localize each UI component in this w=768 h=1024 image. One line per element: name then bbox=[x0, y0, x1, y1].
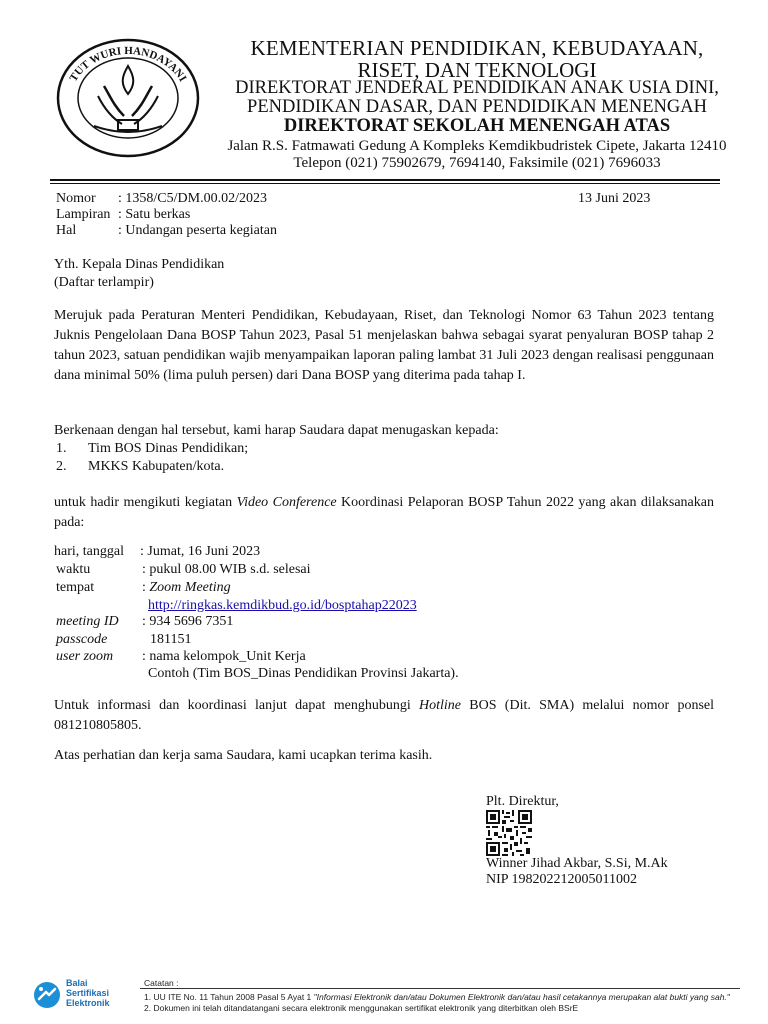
recipient-line2: (Daftar terlampir) bbox=[54, 275, 154, 290]
footer-note-2: 2. Dokumen ini telah ditandatangani secara elektronik menggunakan sertifikat elektronik yang diterbitkan oleh BSrE bbox=[144, 1003, 579, 1013]
signatory-title: Plt. Direktur, bbox=[486, 794, 559, 809]
footer-catatan: Catatan : bbox=[144, 978, 179, 988]
letterhead-phone: Telepon (021) 75902679, 7694140, Faksimile (021) 7696033 bbox=[293, 155, 661, 171]
body-paragraph-4 bbox=[54, 696, 714, 736]
para3-italic: Video Conference bbox=[236, 495, 337, 510]
passcode-label: passcode bbox=[56, 632, 108, 647]
ministry-name-line1: KEMENTERIAN PENDIDIKAN, KEBUDAYAAN, bbox=[250, 36, 704, 60]
lampiran-value: : Satu berkas bbox=[118, 207, 191, 222]
list-item: Tim BOS Dinas Pendidikan; bbox=[88, 441, 249, 456]
passcode-value: 181151 bbox=[150, 632, 192, 647]
hal-label: Hal bbox=[56, 223, 77, 238]
list-item: MKKS Kabupaten/kota. bbox=[88, 459, 225, 474]
letterhead-address: Jalan R.S. Fatmawati Gedung A Kompleks Kemdikbudristek Cipete, Jakarta 12410 bbox=[227, 138, 727, 154]
zoom-meeting-link[interactable]: http://ringkas.kemdikbud.go.id/bosptahap22023 bbox=[148, 598, 417, 613]
note1-text: 1. UU ITE No. 11 Tahun 2008 Pasal 5 Ayat 1 bbox=[144, 992, 314, 1002]
footer-note-1 bbox=[144, 992, 730, 1002]
nomor-value: : 1358/C5/DM.00.02/2023 bbox=[118, 191, 267, 206]
body-paragraph-5: Atas perhatian dan kerja sama Saudara, kami ucapkan terima kasih. bbox=[54, 748, 433, 763]
colon: : bbox=[142, 580, 150, 595]
meeting-id-value: : 934 5696 7351 bbox=[142, 614, 234, 629]
body-paragraph-2: Berkenaan dengan hal tersebut, kami harap Saudara dapat menugaskan kepada: bbox=[54, 423, 499, 438]
directorate-general-line2: PENDIDIKAN DASAR, DAN PENDIDIKAN MENENGAH bbox=[247, 97, 707, 117]
user-zoom-example: Contoh (Tim BOS_Dinas Pendidikan Provinsi Jakarta). bbox=[148, 666, 459, 681]
schedule-waktu-value: : pukul 08.00 WIB s.d. selesai bbox=[142, 562, 311, 577]
signatory-name: Winner Jihad Akbar, S.Si, M.Ak bbox=[486, 856, 668, 871]
hotline-text: Hotline bbox=[419, 698, 462, 713]
body-paragraph-1: Merujuk pada Peraturan Menteri Pendidikan, Kebudayaan, Riset, dan Teknologi Nomor 63 Tahun 2023 tentang Juknis Pengelolaan Dana BOSP Tahun 2023, Pasal 51 menjelaskan bahwa sebagai syarat penyaluran BOSP tahap 2 tahun 2023, satuan pendidikan wajib menyampaikan laporan paling lambat 31 Juli 2023 dengan realisasi penggunaan dana minimal 50% (lima puluh persen) dari Dana BOSP yang diterima pada tahap I. bbox=[54, 308, 714, 383]
qr-code-icon bbox=[486, 810, 532, 856]
para3-text-end: Koordinasi Pelaporan BOSP Tahun 2022 yang akan dilaksanakan pada: bbox=[54, 495, 714, 530]
zoom-meeting-text: Zoom Meeting bbox=[149, 580, 231, 595]
directorate-general-line1: DIREKTORAT JENDERAL PENDIDIKAN ANAK USIA DINI, bbox=[235, 78, 719, 98]
para4-text-end: BOS (Dit. SMA) melalui nomor ponsel 081210805805. bbox=[54, 698, 715, 733]
schedule-hari-label: hari, tanggal bbox=[54, 544, 124, 559]
user-zoom-value: : nama kelompok_Unit Kerja bbox=[142, 649, 306, 664]
letterhead-divider bbox=[50, 179, 720, 181]
svg-text:TUT WURI HANDAYANI: TUT WURI HANDAYANI bbox=[67, 44, 189, 84]
note1-quote: "Informasi Elektronik dan/atau Dokumen Elektronik dan/atau hasil cetakannya merupakan alat bukti yang sah." bbox=[313, 992, 730, 1002]
tut-wuri-handayani-logo bbox=[54, 36, 202, 160]
bsre-label bbox=[66, 978, 110, 1008]
meeting-id-label: meeting ID bbox=[56, 614, 119, 629]
signatory-nip: NIP 198202212005011002 bbox=[486, 872, 638, 887]
schedule-hari-value: : Jumat, 16 Juni 2023 bbox=[140, 544, 261, 559]
bsre-logo-icon bbox=[32, 980, 62, 1010]
ministry-name-line2: RISET, DAN TEKNOLOGI bbox=[357, 58, 597, 82]
footer-divider bbox=[140, 988, 740, 989]
recipient-line1: Yth. Kepala Dinas Pendidikan bbox=[54, 257, 225, 272]
schedule-waktu-label: waktu bbox=[56, 562, 91, 577]
para3-text: untuk hadir mengikuti kegiatan bbox=[54, 495, 237, 510]
hal-value: : Undangan peserta kegiatan bbox=[118, 223, 277, 238]
list-item-number: 2. bbox=[56, 459, 67, 474]
list-item-number: 1. bbox=[56, 441, 67, 456]
schedule-tempat-value bbox=[142, 579, 231, 596]
user-zoom-label: user zoom bbox=[56, 649, 114, 664]
body-paragraph-3 bbox=[54, 493, 714, 533]
bsre-line: Balai bbox=[66, 978, 88, 988]
bsre-line: Sertifikasi bbox=[66, 988, 110, 998]
letterhead-divider-thin bbox=[50, 183, 720, 184]
bsre-line: Elektronik bbox=[66, 998, 110, 1008]
letter-date: 13 Juni 2023 bbox=[578, 191, 651, 206]
para4-text: Untuk informasi dan koordinasi lanjut dapat menghubungi bbox=[54, 698, 420, 713]
schedule-tempat-label: tempat bbox=[56, 580, 95, 595]
lampiran-label: Lampiran bbox=[56, 207, 111, 222]
directorate-name: DIREKTORAT SEKOLAH MENENGAH ATAS bbox=[283, 116, 671, 136]
nomor-label: Nomor bbox=[56, 191, 96, 206]
